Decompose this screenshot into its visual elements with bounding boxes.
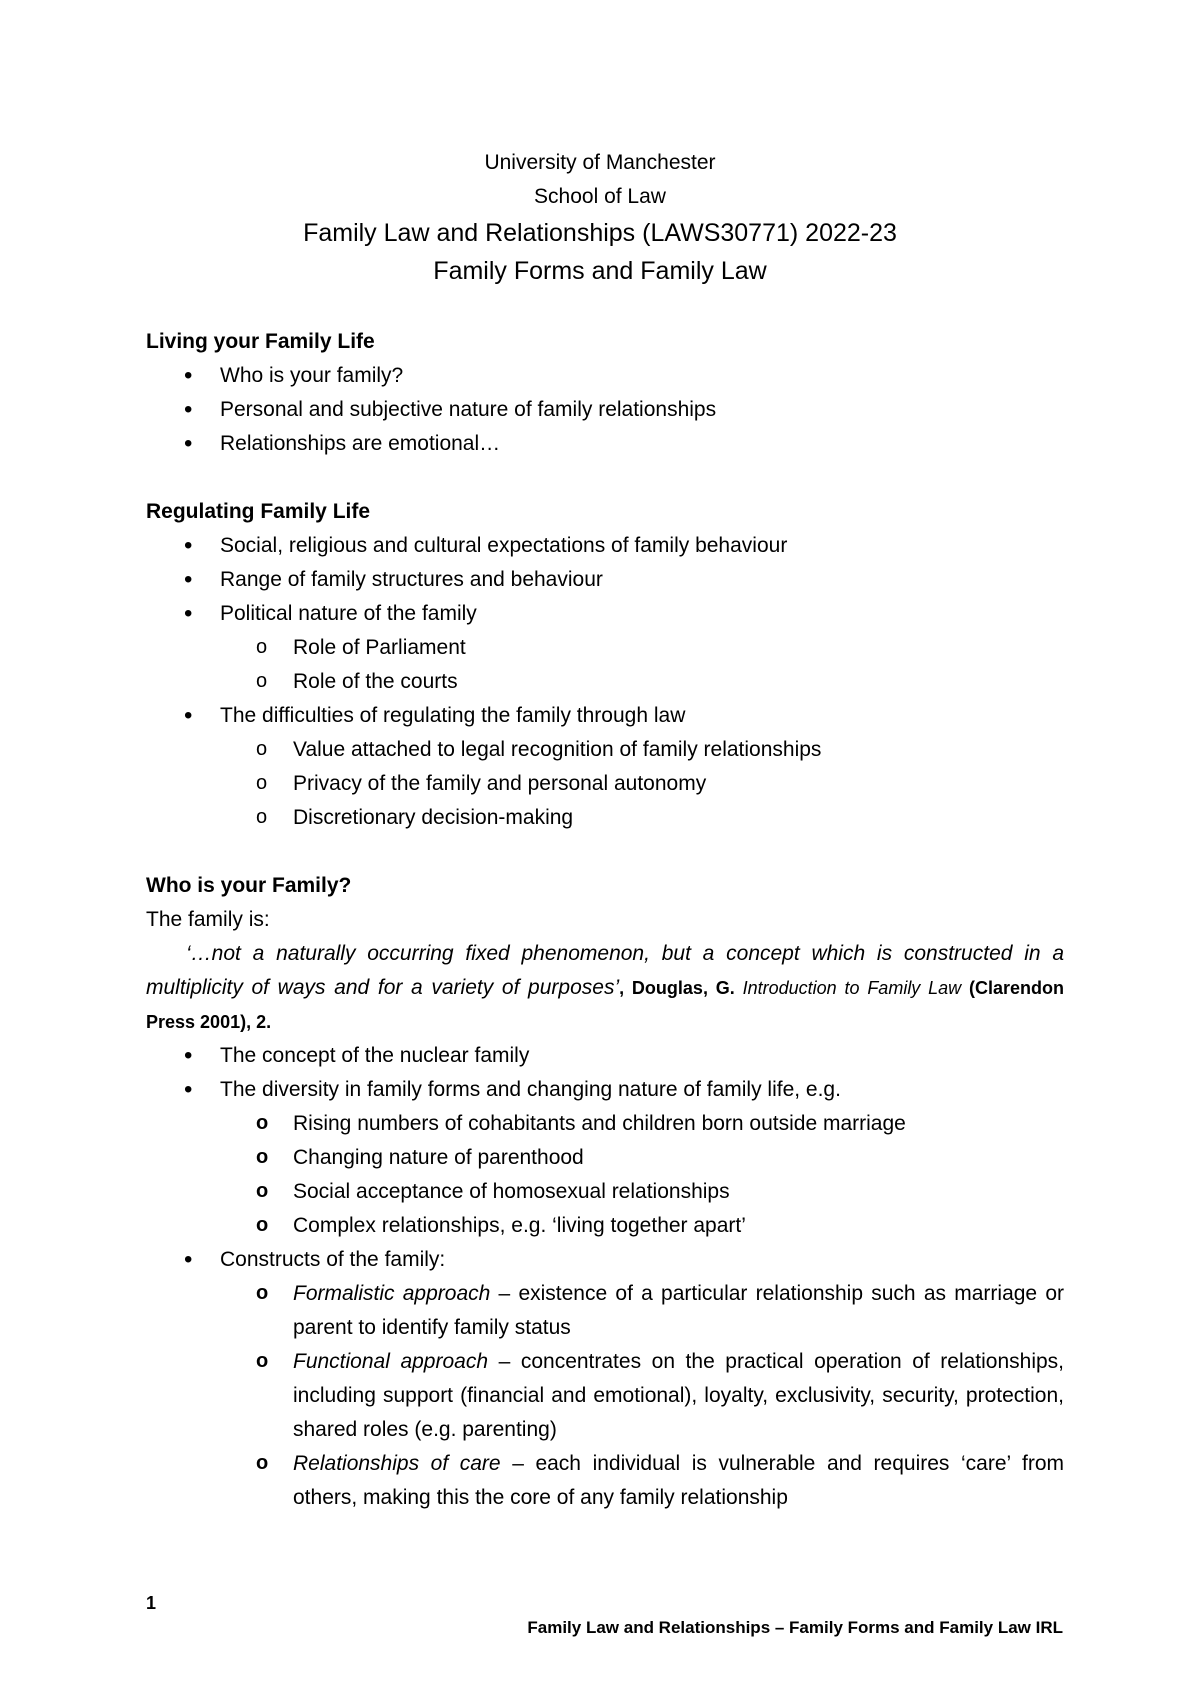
- family-intro: The family is:: [146, 908, 270, 931]
- sub-list-item: o Role of the courts: [146, 665, 1064, 699]
- document-body: [146, 325, 1064, 1515]
- construct-formalistic: [146, 1277, 1064, 1345]
- school-name: School of Law: [534, 185, 666, 208]
- living-list: [146, 359, 1064, 461]
- list-item: • Social, religious and cultural expectations of family behaviour: [146, 529, 1064, 563]
- list-item: • The difficulties of regulating the family through law: [146, 699, 1064, 733]
- section-heading-regulating: Regulating Family Life: [146, 500, 371, 523]
- sub-list-item: o Discretionary decision-making: [146, 801, 1064, 835]
- running-footer: Family Law and Relationships – Family Forms and Family Law IRL: [527, 1618, 1063, 1637]
- topic-title: Family Forms and Family Law: [433, 257, 767, 285]
- university-name: University of Manchester: [484, 151, 716, 174]
- citation-publisher: (Clarendon Press 2001), 2.: [146, 978, 1064, 1032]
- list-item: • Relationships are emotional…: [146, 427, 1064, 461]
- citation-title: Introduction to Family Law: [742, 978, 962, 998]
- construct-term: Functional approach: [293, 1350, 489, 1373]
- sub-list-item: o Social acceptance of homosexual relationships: [146, 1175, 1064, 1209]
- citation-author: , Douglas, G.: [619, 978, 743, 998]
- list-item: • Constructs of the family:: [146, 1243, 1064, 1277]
- list-item: • Personal and subjective nature of family relationships: [146, 393, 1064, 427]
- construct-functional: [146, 1345, 1064, 1447]
- list-item: • Range of family structures and behaviour: [146, 563, 1064, 597]
- sub-list-item: o Complex relationships, e.g. ‘living together apart’: [146, 1209, 1064, 1243]
- construct-desc: – concentrates on the practical operation of relationships, including support (financial and emotional), loyalty, exclusivity, security, protection, shared roles (e.g. parenting): [293, 1350, 1065, 1441]
- section-heading-living: Living your Family Life: [146, 330, 375, 353]
- section-heading-who: Who is your Family?: [146, 874, 352, 897]
- construct-care: [146, 1447, 1064, 1515]
- page-number: 1: [146, 1593, 157, 1613]
- document-header: [0, 146, 1200, 290]
- sub-list-item: o Value attached to legal recognition of family relationships: [146, 733, 1064, 767]
- construct-term: Relationships of care: [293, 1452, 501, 1475]
- douglas-quote: [146, 937, 1064, 1039]
- regulating-list: [146, 529, 1064, 835]
- who-list: [146, 1039, 1064, 1515]
- quote-text: ‘…not a naturally occurring fixed phenomenon, but a concept which is constructed in a multiplicity of ways and for a variety of purposes’: [146, 942, 1064, 999]
- list-item: • Political nature of the family: [146, 597, 1064, 631]
- course-title: Family Law and Relationships (LAWS30771) 2022-23: [303, 219, 897, 247]
- list-item: • Who is your family?: [146, 359, 1064, 393]
- sub-list-item: o Changing nature of parenthood: [146, 1141, 1064, 1175]
- list-item: • The concept of the nuclear family: [146, 1039, 1064, 1073]
- construct-term: Formalistic approach: [293, 1282, 491, 1305]
- list-item: • The diversity in family forms and changing nature of family life, e.g.: [146, 1073, 1064, 1107]
- sub-list-item: o Role of Parliament: [146, 631, 1064, 665]
- sub-list-item: o Rising numbers of cohabitants and children born outside marriage: [146, 1107, 1064, 1141]
- construct-desc: – existence of a particular relationship such as marriage or parent to identify family status: [293, 1282, 1065, 1339]
- construct-desc: – each individual is vulnerable and requires ‘care’ from others, making this the core of any family relationship: [293, 1452, 1064, 1509]
- sub-list-item: o Privacy of the family and personal autonomy: [146, 767, 1064, 801]
